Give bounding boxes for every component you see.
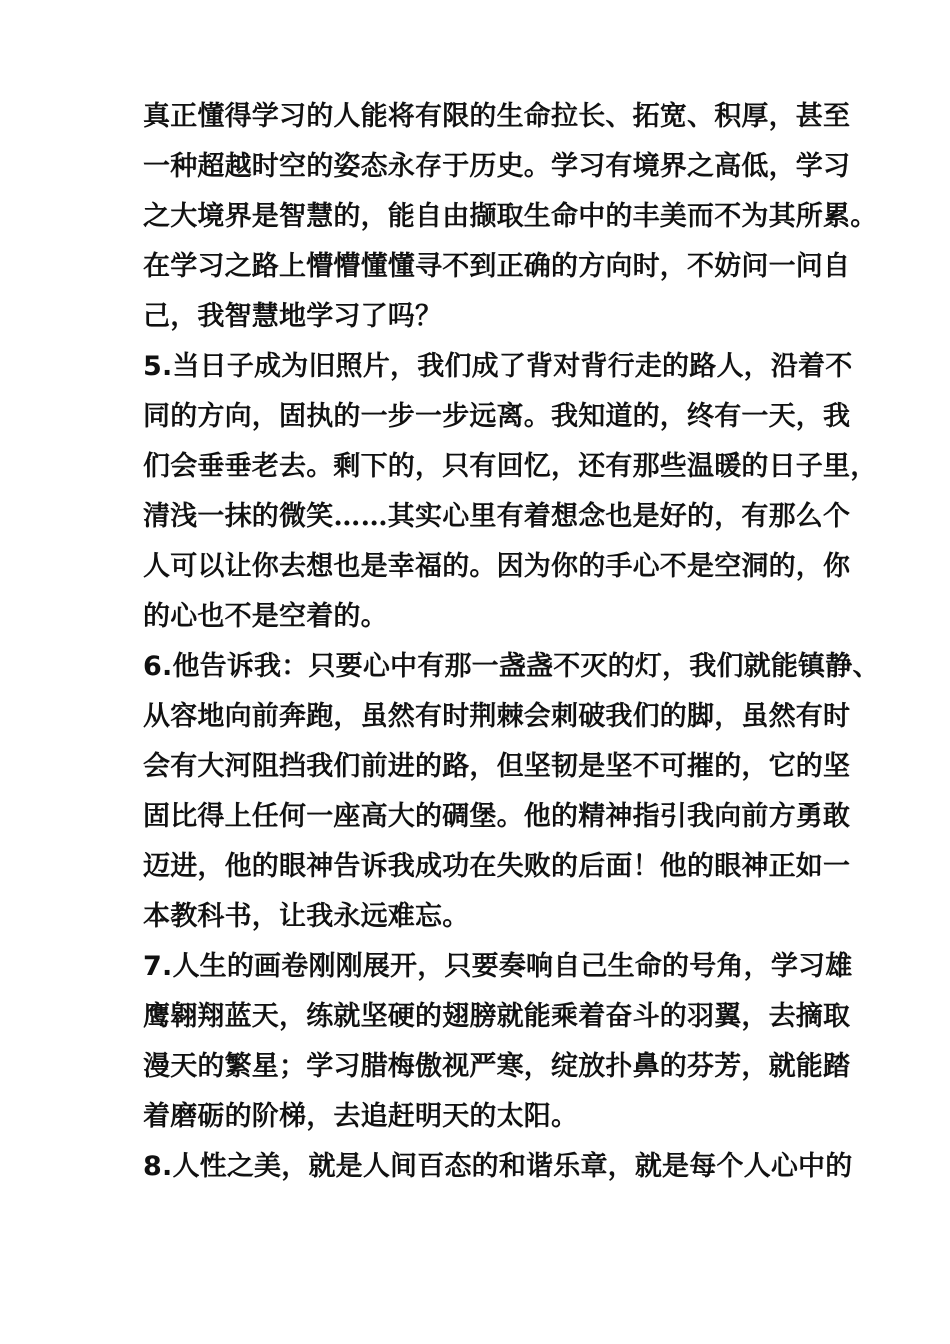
text-line: 着磨砺的阶梯，去追赶明天的太阳。 xyxy=(143,1101,579,1132)
text-line: 人可以让你去想也是幸福的。因为你的手心不是空洞的，你 xyxy=(143,551,851,582)
text-line: 迈进，他的眼神告诉我成功在失败的后面！他的眼神正如一 xyxy=(143,851,851,882)
text-line: 一种超越时空的姿态永存于历史。学习有境界之高低，学习 xyxy=(143,151,851,182)
text-line: 他告诉我：只要心中有那一盏盏不灭的灯，我们就能镇静、 xyxy=(172,651,880,682)
text-line: 人生的画卷刚刚展开，只要奏响自己生命的号角，学习雄 xyxy=(172,951,853,982)
text-line: 鹰翱翔蓝天，练就坚硬的翅膀就能乘着奋斗的羽翼，去摘取 xyxy=(143,1001,851,1032)
paragraph-number: 7. xyxy=(143,951,173,982)
paragraph-number: 6. xyxy=(143,651,173,682)
text-line: 真正懂得学习的人能将有限的生命拉长、拓宽、积厚，甚至 xyxy=(143,101,851,132)
text-line: 人性之美，就是人间百态的和谐乐章，就是每个人心中的 xyxy=(172,1151,853,1182)
text-line: 清浅一抹的微笑……其实心里有着想念也是好的，有那么个 xyxy=(143,501,851,532)
text-line: 己，我智慧地学习了吗？ xyxy=(143,301,443,332)
text-line: 漫天的繁星；学习腊梅傲视严寒，绽放扑鼻的芬芳，就能踏 xyxy=(143,1051,851,1082)
text-line: 们会垂垂老去。剩下的，只有回忆，还有那些温暖的日子里， xyxy=(143,451,878,482)
paragraph-7-first-line xyxy=(143,950,852,984)
paragraph-number: 8. xyxy=(143,1151,173,1182)
paragraph-number: 5. xyxy=(143,351,173,382)
text-line: 的心也不是空着的。 xyxy=(143,601,388,632)
text-line: 同的方向，固执的一步一步远离。我知道的，终有一天，我 xyxy=(143,401,851,432)
paragraph-5-first-line xyxy=(143,350,852,384)
text-line: 在学习之路上懵懵懂懂寻不到正确的方向时，不妨问一问自 xyxy=(143,251,851,282)
text-line: 会有大河阻挡我们前进的路，但坚韧是坚不可摧的，它的坚 xyxy=(143,751,851,782)
paragraph-8-first-line xyxy=(143,1150,852,1184)
text-line: 从容地向前奔跑，虽然有时荆棘会刺破我们的脚，虽然有时 xyxy=(143,701,851,732)
text-line: 当日子成为旧照片，我们成了背对背行走的路人，沿着不 xyxy=(172,351,853,382)
text-line: 固比得上任何一座高大的碉堡。他的精神指引我向前方勇敢 xyxy=(143,801,851,832)
paragraph-6-first-line xyxy=(143,650,880,684)
text-line: 本教科书，让我永远难忘。 xyxy=(143,901,470,932)
text-line: 之大境界是智慧的，能自由撷取生命中的丰美而不为其所累。 xyxy=(143,201,878,232)
